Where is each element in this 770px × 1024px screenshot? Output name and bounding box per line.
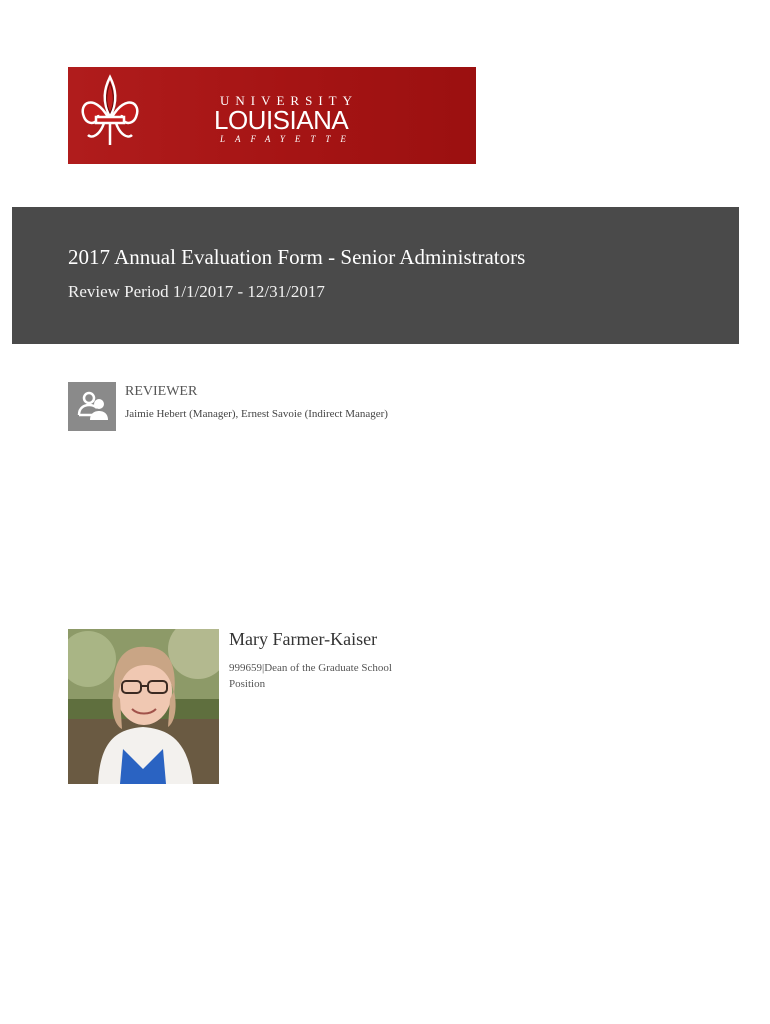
logo-wordmark <box>150 67 380 164</box>
review-period: Review Period 1/1/2017 - 12/31/2017 <box>68 282 325 301</box>
logo-lafayette: LAFAYETTE <box>220 134 356 144</box>
form-header-band <box>12 207 739 344</box>
form-title: 2017 Annual Evaluation Form - Senior Administrators <box>68 245 526 269</box>
university-logo-banner <box>68 67 476 164</box>
employee-name: Mary Farmer-Kaiser <box>229 629 378 649</box>
reviewer-label: REVIEWER <box>125 384 198 399</box>
logo-louisiana: LOUISIANA <box>214 105 349 135</box>
employee-position-label: Position <box>229 678 266 690</box>
employee-photo <box>68 629 219 784</box>
fleur-de-lis-icon <box>74 73 146 157</box>
employee-id-title: 999659|Dean of the Graduate School <box>229 662 392 674</box>
reviewer-people-icon <box>68 382 116 431</box>
logo-university: UNIVERSITY <box>220 93 358 108</box>
reviewer-names: Jaimie Hebert (Manager), Ernest Savoie (Indirect Manager) <box>125 408 388 420</box>
